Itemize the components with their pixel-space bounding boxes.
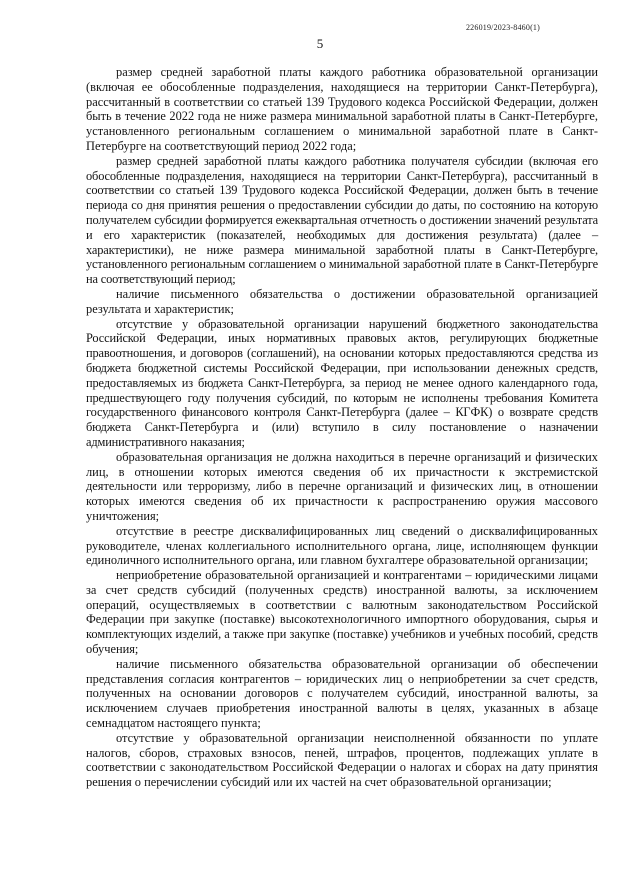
paragraph-budget-violations: отсутствие у образовательной организации нарушений бюджетного законодательства Российской Федерации, иных нормативных правовых актов, регулирующих бюджетные правоотношения, и договоров (соглашений), на основании которых предоставляются средства из бюджета бюджетной системы Российской Федерации, при использовании денежных средств, предоставляемых из бюджета Санкт-Петербурга, за период не менее одного календарного года, предшествующего году получения субсидий, по которым не исполнены требования Комитета государственного финансового контроля Санкт-Петербурга (далее – КГФК) о возврате средств бюджета Санкт-Петербурга и (или) вступило в силу постановление о назначении административного наказания; [86,316,598,449]
paragraph-extremism-list: образовательная организация не должна находиться в перечне организаций и физических лиц, в отношении которых имеются сведения об их причастности к экстремистской деятельности или терроризму, либо в перечне организаций и физических лиц, в отношении которых имеются сведения об их причастности к распространению оружия массового уничтожения; [86,449,598,523]
document-body [86,65,598,790]
paragraph-written-obligation: наличие письменного обязательства о достижении образовательной организацией результата и характеристик; [86,286,598,316]
paragraph-salary-recipient: размер средней заработной платы каждого работника получателя субсидии (включая его обособленные подразделения, находящиеся на территории Санкт-Петербурга), рассчитанный в соответствии со статьей 139 Трудового кодекса Российской Федерации, должен быть в течение периода со дня принятия решения о предоставлении субсидии до даты, по состоянию на которую получателем субсидии формируется ежеквартальная отчетность о достижении значений результата и его характеристик (показателей, необходимых для достижения результата) (далее – характеристики), не ниже размера минимальной заработной платы в Санкт-Петербурге, установленного региональным соглашением о минимальной заработной плате в Санкт-Петербурге на соответствующий период; [86,153,598,287]
page-number: 5 [316,36,324,51]
paragraph-disqualified-persons: отсутствие в реестре дисквалифицированных лиц сведений о дисквалифицированных руководителе, членах коллегиального исполнительного органа, лице, исполняющем функции единоличного исполнительного органа, или главном бухгалтере образовательной организации; [86,523,598,568]
document-registration-number: 226019/2023-8460(1) [465,23,540,32]
paragraph-contractor-consent: наличие письменного обязательства образовательной организации об обеспечении представления согласия контрагентов – юридических лиц о неприобретении за счет средств, полученных на основании договоров с получателем субсидий, иностранной валюты, за исключением случаев приобретения иностранной валюты в целях, указанных в абзаце семнадцатом настоящего пункта; [86,656,598,731]
paragraph-tax-obligations: отсутствие у образовательной организации неисполненной обязанности по уплате налогов, сборов, страховых взносов, пеней, штрафов, процентов, подлежащих уплате в соответствии с законодательством Российской Федерации о налогах и сборах на дату принятия решения о перечислении субсидий или их частей на счет образовательной организации; [86,730,598,790]
paragraph-salary-2022: размер средней заработной платы каждого работника образовательной организации (включая ее обособленные подразделения, находящиеся на территории Санкт-Петербурга), рассчитанный в соответствии со статьей 139 Трудового кодекса Российской Федерации, должен быть в течение 2022 года не ниже размера минимальной заработной платы в Санкт-Петербурге, установленного региональным соглашением о минимальной заработной плате в Санкт-Петербурге на соответствующий период 2022 года; [86,65,598,153]
paragraph-foreign-currency: неприобретение образовательной организацией и контрагентами – юридическими лицами за счет средств субсидий (полученных средств) иностранной валюты, за исключением операций, осуществляемых в соответствии с валютным законодательством Российской Федерации при закупке (поставке) высокотехнологичного импортного оборудования, сырья и комплектующих изделий, а также при закупке (поставке) учебников и учебных пособий, средств обучения; [86,568,598,657]
